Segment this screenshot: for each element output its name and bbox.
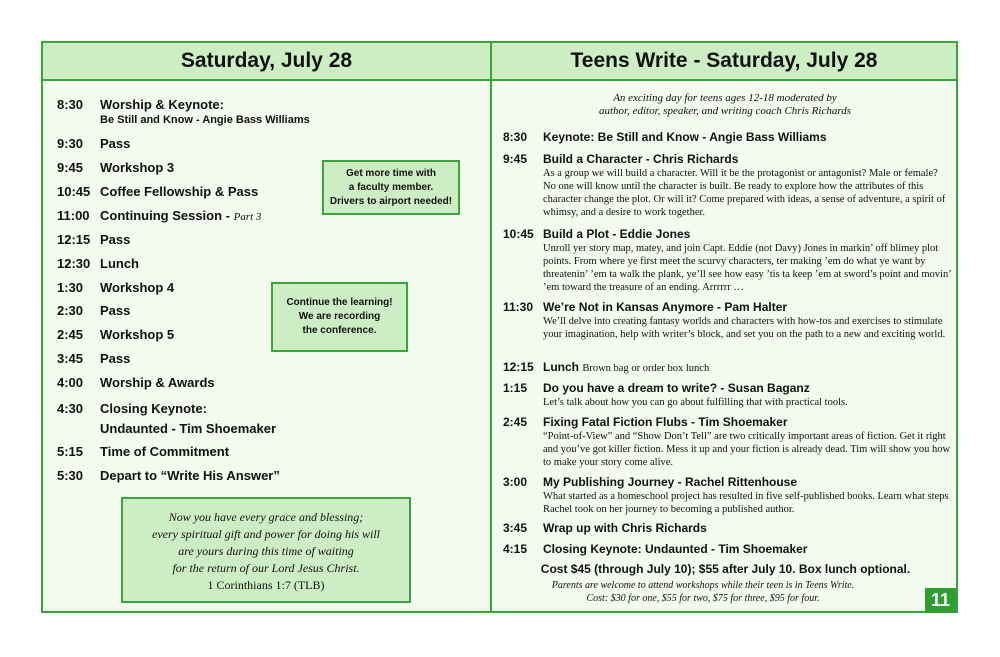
session-heading: Do you have a dream to write? - Susan Baganz: [543, 381, 810, 395]
parents-note: [503, 579, 903, 605]
faculty-note: [322, 160, 460, 215]
session-description: What started as a homeschool project has resulted in five self-published books. Learn what steps Rachel took on her journey to becoming a published author.: [543, 491, 949, 515]
session-heading: Wrap up with Chris Richards: [543, 521, 707, 535]
session-time: 12:15: [503, 360, 534, 374]
session-heading: Fixing Fatal Fiction Flubs - Tim Shoemaker: [543, 415, 788, 429]
right-title: Teens Write - Saturday, July 28: [492, 43, 956, 81]
verse-line: Now you have every grace and blessing;: [168, 510, 364, 524]
verse-line: every spiritual gift and power for doing his will: [152, 527, 380, 541]
schedule-event: Workshop 5: [100, 327, 175, 342]
schedule-time: 4:00: [57, 375, 84, 390]
cost-line: Cost $45 (through July 10); $55 after July 10. Box lunch optional.: [540, 562, 911, 576]
session-heading: [543, 360, 709, 374]
schedule-time: 12:30: [57, 256, 91, 271]
column-divider: [490, 41, 492, 613]
schedule-event-text: Continuing Session -: [100, 208, 230, 223]
verse-line: are yours during this time of waiting: [178, 544, 354, 558]
note-line: Continue the learning!: [286, 297, 393, 308]
schedule-event: Workshop 4: [100, 280, 175, 295]
session-description: Let’s talk about how you can go about fulfilling that with practical tools.: [543, 397, 848, 408]
page-number: 11: [925, 588, 956, 613]
schedule-event: Time of Commitment: [100, 444, 230, 459]
schedule-event: Coffee Fellowship & Pass: [100, 184, 259, 199]
session-time: 2:45: [503, 415, 528, 429]
schedule-event-line2: Undaunted - Tim Shoemaker: [100, 421, 277, 436]
session-description: Unroll yer story map, matey, and join Capt. Eddie (not Davy) Jones in markin’ off blimey plot points. From where ye first meet the scurvy characters, ter making ’em do what ye want by threatenin’ ’em ta walk the plank, ye’ll see how easy ’tis ta keep ’em at sword’s point and movin’ ’em toward the treasure of an ending. Arrrrrr …: [543, 243, 951, 293]
session-time: 3:45: [503, 521, 528, 535]
schedule-event: Pass: [100, 351, 131, 366]
schedule-event: Worship & Awards: [100, 375, 215, 390]
schedule-time: 8:30: [57, 97, 84, 112]
session-time: 1:15: [503, 381, 528, 395]
schedule-time: 3:45: [57, 351, 84, 366]
session-heading: Build a Character - Chris Richards: [543, 152, 739, 166]
session-time: 4:15: [503, 542, 528, 556]
recording-note: [271, 282, 408, 352]
session-time: 9:45: [503, 152, 528, 166]
schedule-event: Worship & Keynote:: [100, 97, 224, 112]
schedule-time: 11:00: [57, 208, 90, 223]
session-heading: Keynote: Be Still and Know - Angie Bass Williams: [543, 130, 827, 144]
parents-line: Parents are welcome to attend workshops while their teen is in Teens Write.: [551, 580, 855, 591]
intro-line: An exciting day for teens ages 12-18 moderated by: [613, 92, 837, 104]
schedule-event: Depart to “Write His Answer”: [100, 468, 280, 483]
session-inline-note: Brown bag or order box lunch: [582, 363, 710, 374]
intro-line: author, editor, speaker, and writing coach Chris Richards: [599, 105, 851, 117]
verse-reference: 1 Corinthians 1:7 (TLB): [207, 578, 325, 592]
schedule-time: 10:45: [57, 184, 91, 199]
session-time: 11:30: [503, 300, 534, 314]
schedule-event: Pass: [100, 136, 131, 151]
schedule-time: 9:30: [57, 136, 84, 151]
session-description: “Point-of-View” and “Show Don’t Tell” are two critically important areas of fiction. Get it right and you’ve got killer fiction. Mess it up and your fiction is already dead. Tim will show you how to make your story come alive.: [543, 431, 951, 468]
session-heading: Build a Plot - Eddie Jones: [543, 227, 691, 241]
note-line: a faculty member.: [348, 181, 434, 193]
schedule-time: 4:30: [57, 401, 84, 416]
session-time: 3:00: [503, 475, 528, 489]
schedule-event: Workshop 3: [100, 160, 175, 175]
session-heading: Closing Keynote: Undaunted - Tim Shoemaker: [543, 542, 808, 556]
schedule-time: 2:45: [57, 327, 84, 342]
schedule-time: 2:30: [57, 303, 84, 318]
schedule-event: Pass: [100, 232, 131, 247]
schedule-event: Closing Keynote:: [100, 401, 207, 416]
note-line: We are recording: [298, 311, 381, 322]
session-heading: We’re Not in Kansas Anymore - Pam Halter: [543, 300, 788, 314]
session-heading: My Publishing Journey - Rachel Rittenhouse: [543, 475, 798, 489]
schedule-time: 5:15: [57, 444, 84, 459]
note-line: Drivers to airport needed!: [329, 195, 453, 207]
schedule-time: 1:30: [57, 280, 84, 295]
note-line: the conference.: [302, 325, 377, 336]
schedule-sub: Be Still and Know - Angie Bass Williams: [100, 114, 310, 126]
schedule-time: 9:45: [57, 160, 84, 175]
session-description: We’ll delve into creating fantasy worlds and characters with how-tos and exercises to stimulate your imagination, help with writer’s block, and set you on the path to a new and exciting world.: [543, 316, 946, 340]
left-title: Saturday, July 28: [43, 43, 490, 81]
schedule-time: 5:30: [57, 468, 84, 483]
teens-intro: [520, 92, 930, 118]
session-time: 10:45: [503, 227, 534, 241]
session-description: As a group we will build a character. Will it be the protagonist or antagonist? Male or female? No one will know until the character is built. Be ready to explore how the attributes of this character change the plot. Or will it? Come prepared with ideas, a sense of adventure, a spirit of whimsy, and a desire to work together.: [543, 168, 946, 218]
verse-line: for the return of our Lord Jesus Christ.: [172, 561, 360, 575]
schedule-event: Pass: [100, 303, 131, 318]
note-line: Get more time with: [345, 167, 436, 179]
scripture-box: [121, 497, 411, 603]
schedule-time: 12:15: [57, 232, 91, 247]
schedule-event: Lunch: [100, 256, 139, 271]
schedule-event-part: Part 3: [233, 211, 262, 223]
schedule-event: [100, 208, 261, 223]
parents-line: Cost: $30 for one, $55 for two, $75 for three, $95 for four.: [586, 593, 820, 604]
session-heading-text: Lunch: [543, 360, 579, 374]
session-time: 8:30: [503, 130, 528, 144]
